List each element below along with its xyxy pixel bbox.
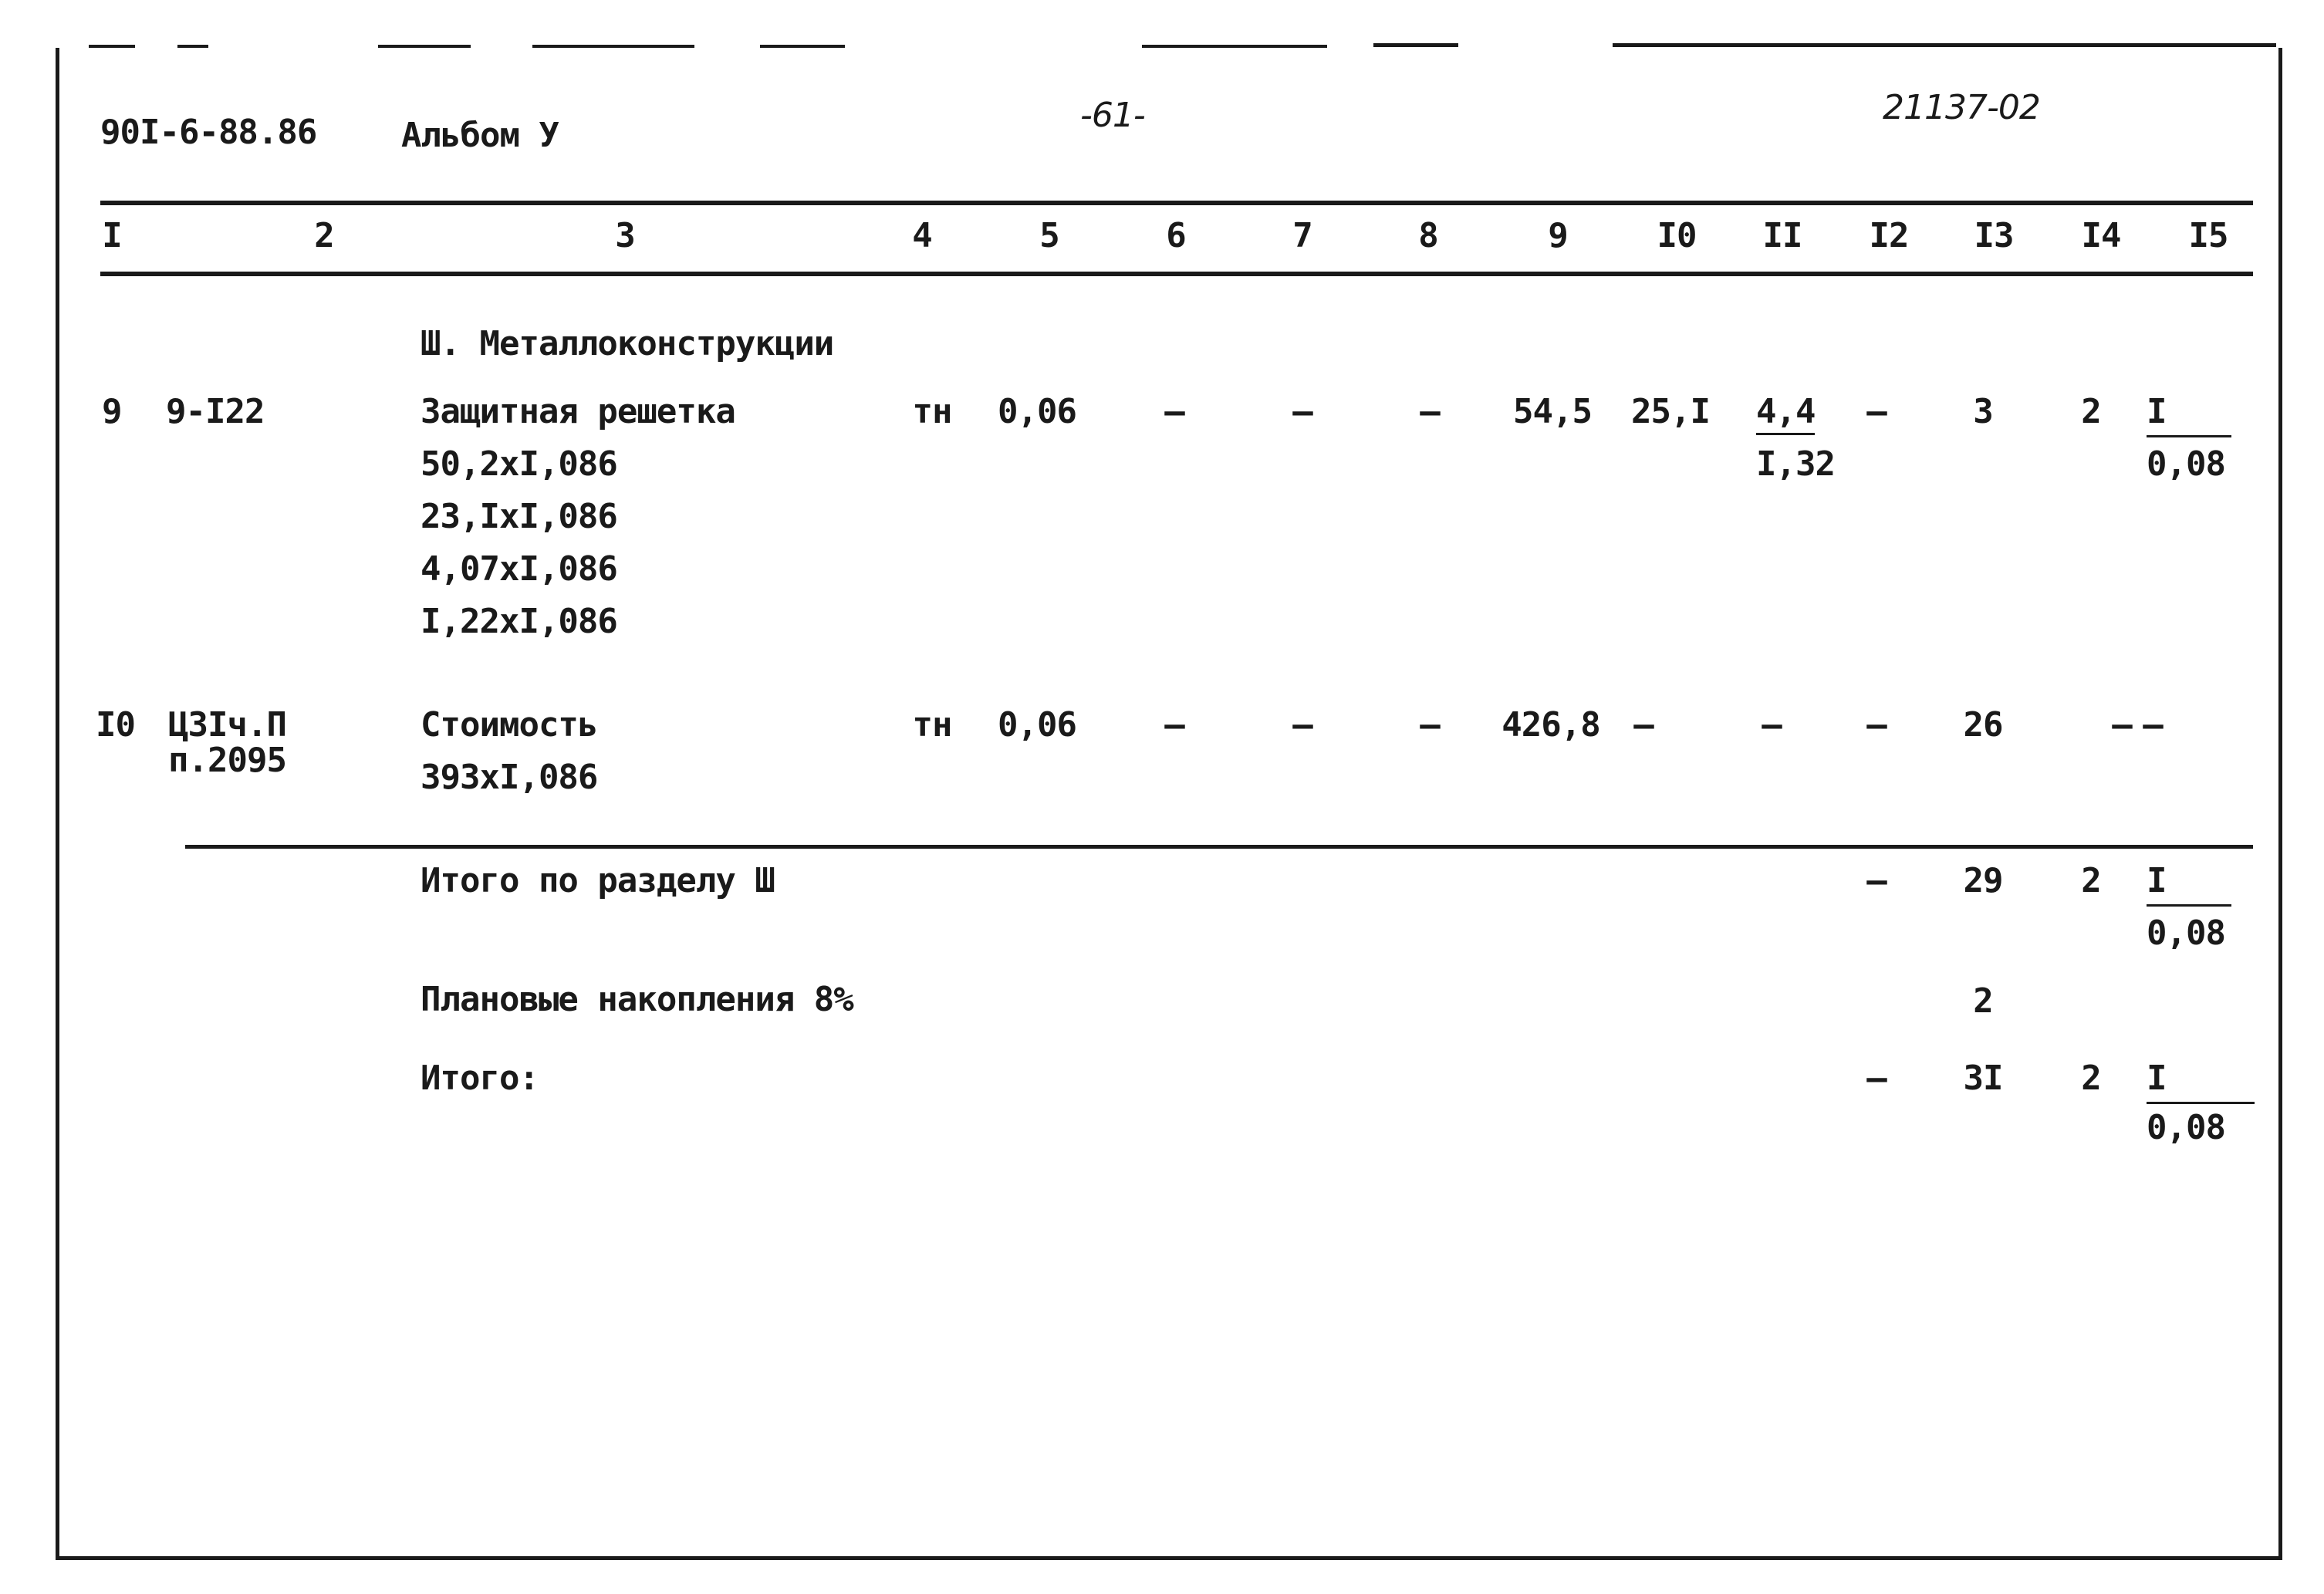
section-total-col13: 29: [1963, 861, 2003, 900]
row-10-code: ЦЗIч.П: [168, 705, 286, 745]
row-9-col10: 25,I: [1631, 392, 1710, 431]
column-header-11: II: [1762, 216, 1802, 255]
planned-accumulation-col13: 2: [1973, 981, 1993, 1021]
row-10-col9: 426,8: [1501, 705, 1600, 745]
row-9-col11-value: 4,4: [1756, 392, 1815, 435]
section-total-label: Итого по разделу Ш: [421, 861, 775, 900]
row-9-calc-1: 50,2xI,086: [421, 444, 617, 484]
row-10-col11: –: [1762, 705, 1782, 745]
row-9-col15-underline: [2147, 435, 2231, 437]
column-header-14: I4: [2081, 216, 2121, 255]
row-9-unit: тн: [912, 392, 952, 431]
section-total-col15-sub: 0,08: [2147, 914, 2225, 953]
row-9-calc-3: 4,07xI,086: [421, 549, 617, 589]
row-10-col6: –: [1164, 705, 1184, 745]
grand-total-col13: 3I: [1963, 1059, 2003, 1098]
subtotal-rule: [185, 845, 2253, 849]
row-9-col12: –: [1866, 392, 1887, 431]
album-label: Альбом У: [401, 116, 559, 155]
column-header-4: 4: [912, 216, 932, 255]
row-10-col8: –: [1420, 705, 1440, 745]
row-10-col13: 26: [1963, 705, 2003, 745]
row-9-description: Защитная решетка: [421, 392, 735, 431]
row-9-col15: I: [2147, 392, 2167, 431]
row-9-number: 9: [102, 392, 122, 431]
column-header-12: I2: [1869, 216, 1909, 255]
row-9-col11-sub: I,32: [1756, 444, 1835, 484]
row-10-unit: тн: [912, 705, 952, 745]
row-9-col6: –: [1164, 392, 1184, 431]
grand-total-col15: I: [2147, 1059, 2167, 1098]
row-10-number: I0: [96, 705, 135, 745]
row-9-col15-sub: 0,08: [2147, 444, 2225, 484]
section-title: Ш. Металлоконструкции: [421, 324, 834, 363]
row-9-code: 9-I22: [166, 392, 265, 431]
header-bottom-rule: [100, 272, 2253, 276]
planned-accumulation-label: Плановые накопления 8%: [421, 980, 853, 1019]
column-header-5: 5: [1039, 216, 1059, 255]
row-9-qty: 0,06: [998, 392, 1076, 431]
row-10-col12: –: [1866, 705, 1887, 745]
column-header-8: 8: [1418, 216, 1438, 255]
scan-edge-mark: [1373, 43, 1458, 47]
column-header-13: I3: [1974, 216, 2014, 255]
row-10-col14: –: [2112, 705, 2132, 745]
section-total-col15: I: [2147, 861, 2167, 900]
row-10-description: Стоимость: [421, 705, 598, 745]
row-10-qty: 0,06: [998, 705, 1076, 745]
row-10-col15: –: [2143, 705, 2163, 745]
row-9-calc-2: 23,IxI,086: [421, 497, 617, 536]
grand-total-col12: –: [1866, 1059, 1887, 1098]
page-number: -61-: [1080, 96, 1145, 135]
row-9-col11: [1756, 392, 1816, 431]
row-9-col14: 2: [2081, 392, 2101, 431]
grand-total-col14: 2: [2081, 1059, 2101, 1098]
document-code: 90I-6-88.86: [100, 113, 317, 152]
row-10-code-sub: п.2095: [168, 741, 286, 780]
project-code: 21137-02: [1883, 88, 2040, 127]
row-9-col9: 54,5: [1513, 392, 1592, 431]
row-10-calc-1: 393xI,086: [421, 758, 598, 797]
row-9-col8: –: [1420, 392, 1440, 431]
section-total-col12: –: [1866, 861, 1887, 900]
column-header-10: I0: [1657, 216, 1697, 255]
column-header-2: 2: [314, 216, 334, 255]
header-top-rule: [100, 201, 2253, 205]
row-10-col7: –: [1292, 705, 1312, 745]
column-header-9: 9: [1548, 216, 1568, 255]
column-header-1: I: [102, 216, 122, 255]
row-9-calc-4: I,22xI,086: [421, 602, 617, 641]
column-header-3: 3: [615, 216, 635, 255]
column-header-7: 7: [1292, 216, 1312, 255]
section-total-col14: 2: [2081, 861, 2101, 900]
section-total-col15-underline: [2147, 904, 2231, 907]
column-header-6: 6: [1166, 216, 1186, 255]
row-9-col13: 3: [1973, 392, 1993, 431]
grand-total-col15-underline: [2147, 1102, 2255, 1104]
column-header-15: I5: [2188, 216, 2228, 255]
row-10-col10: –: [1633, 705, 1653, 745]
grand-total-label: Итого:: [421, 1059, 539, 1098]
row-9-col7: –: [1292, 392, 1312, 431]
scan-edge-mark: [1613, 43, 2276, 47]
grand-total-col15-sub: 0,08: [2147, 1108, 2225, 1147]
